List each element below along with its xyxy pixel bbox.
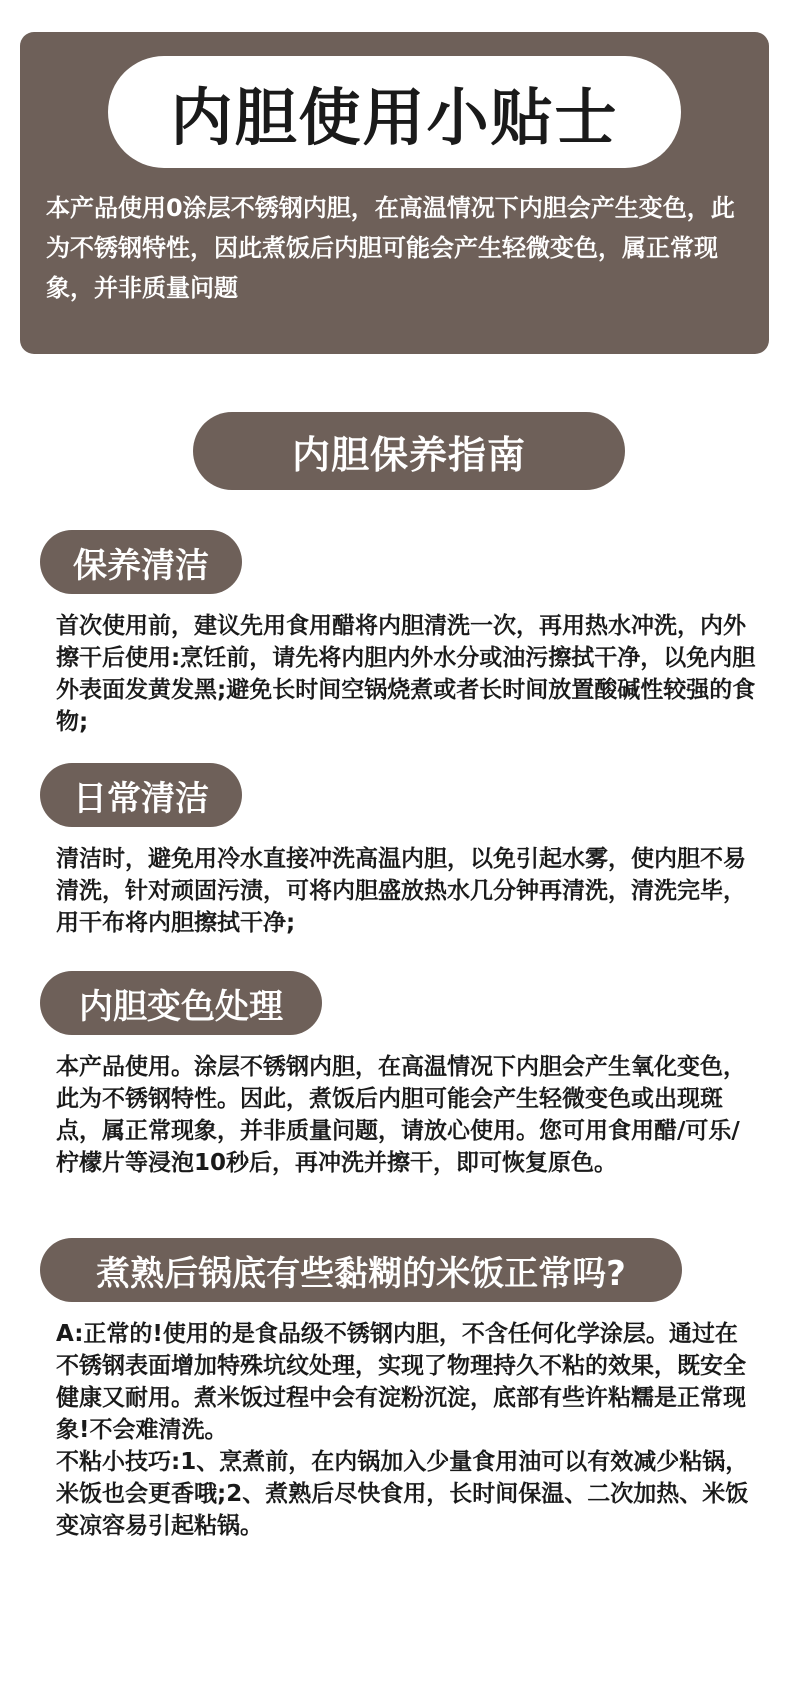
faq-tips: 不粘小技巧:1、烹煮前，在内锅加入少量食用油可以有效减少粘锅，米饭也会更香哦;2、煮熟后尽快食用，长时间保温、二次加热、米饭变凉容易引起粘锅。 (56, 1449, 749, 1539)
section-title-daily-cleaning: 日常清洁 (40, 763, 242, 827)
section-text-maintenance-cleaning: 首次使用前，建议先用食用醋将内胆清洗一次，再用热水冲洗，内外擦干后使用:烹饪前，请先将内胆内外水分或油污擦拭干净，以免内胆外表面发黄发黑;避免长时间空锅烧煮或者长时间放置酸碱性较强的食物; (56, 613, 756, 735)
tips-title: 内胆使用小贴士 (108, 56, 681, 168)
tips-text: 本产品使用0涂层不锈钢内胆，在高温情况下内胆会产生变色，此为不锈钢特性，因此煮饭后内胆可能会产生轻微变色，属正常现象，并非质量问题 (46, 194, 735, 302)
section-title-discoloration: 内胆变色处理 (40, 971, 322, 1035)
section-title-sticky-rice-faq: 煮熟后锅底有些黏糊的米饭正常吗? (40, 1238, 682, 1302)
faq-answer: A:正常的!使用的是食品级不锈钢内胆，不含任何化学涂层。通过在不锈钢表面增加特殊坑纹处理，实现了物理持久不粘的效果，既安全健康又耐用。煮米饭过程中会有淀粉沉淀，底部有些许粘糯是正常现象!不会难清洗。 (56, 1321, 746, 1443)
tips-panel (20, 32, 769, 354)
guide-title: 内胆保养指南 (193, 412, 625, 490)
section-text-sticky-rice-faq (56, 1318, 756, 1542)
section-title-maintenance-cleaning: 保养清洁 (40, 530, 242, 594)
section-text-daily-cleaning: 清洁时，避免用冷水直接冲洗高温内胆，以免引起水雾，使内胆不易清洗，针对顽固污渍，可将内胆盛放热水几分钟再清洗，清洗完毕，用干布将内胆擦拭干净; (56, 846, 746, 936)
section-text-discoloration: 本产品使用。涂层不锈钢内胆，在高温情况下内胆会产生氧化变色，此为不锈钢特性。因此，煮饭后内胆可能会产生轻微变色或出现斑点，属正常现象，并非质量问题，请放心使用。您可用食用醋/可乐/柠檬片等浸泡10秒后，再冲洗并擦干，即可恢复原色。 (56, 1054, 746, 1176)
